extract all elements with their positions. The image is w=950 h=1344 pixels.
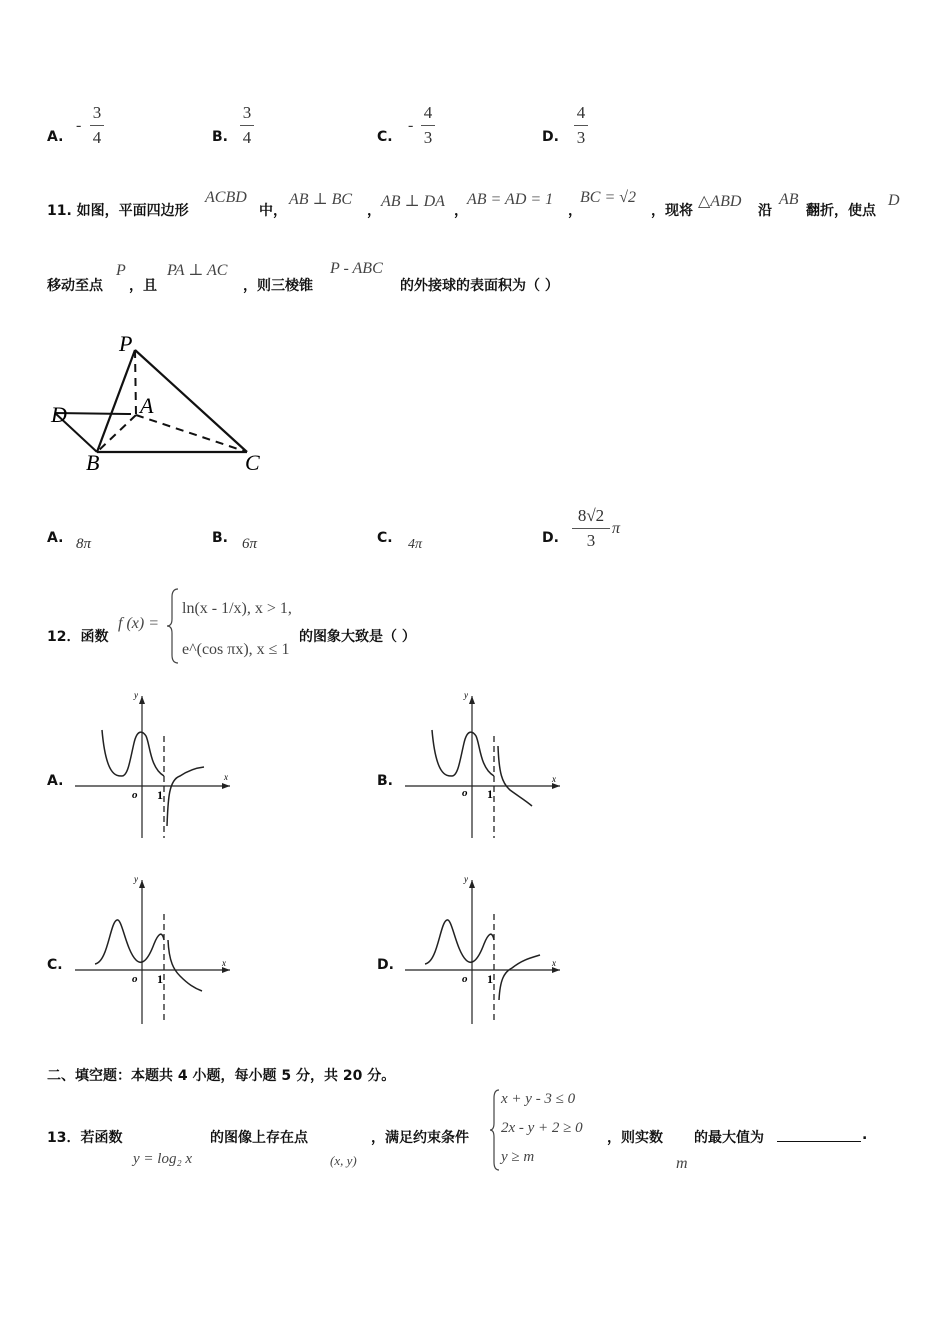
tick-one-label: 1 [157, 788, 163, 802]
q12-case-1: ln(x - 1/x), x > 1, [182, 600, 292, 617]
q10-option-d-fraction [574, 103, 588, 148]
q13-ineq-1: x + y - 3 ≤ 0 [501, 1091, 576, 1107]
edge-pb [97, 350, 135, 452]
q12-option-c-letter: C. [47, 957, 63, 973]
label-b: B [86, 450, 100, 475]
q11-yan: 沿 [758, 203, 772, 219]
q12-option-b-letter: B. [377, 773, 393, 789]
q10-option-d-letter: D. [542, 129, 559, 145]
q11-option-b-letter: B. [212, 530, 228, 546]
q11-option-c-letter: C. [377, 530, 393, 546]
q10-option-a-sign: - [76, 117, 82, 134]
curve-right [168, 940, 202, 991]
y-arrow [469, 880, 475, 888]
denominator: 4 [92, 128, 102, 147]
q12-prefix: 12．函数 [47, 629, 109, 645]
origin-label: o [462, 787, 468, 799]
q13-ineq-2: 2x - y + 2 ≥ 0 [501, 1120, 583, 1136]
numerator: 8√2 [577, 506, 605, 525]
label-a: A [140, 393, 154, 418]
q11-xianjiang: ，现将 [651, 203, 693, 219]
q10-option-b-letter: B. [212, 129, 228, 145]
x-label: x [224, 772, 228, 782]
q11-cond-3: AB = AD = 1 [467, 191, 554, 208]
q12-graph-b [400, 688, 570, 843]
q11-line2-d: 的外接球的表面积为（ ） [400, 278, 559, 294]
q11-line2-c: ，则三棱锥 [243, 278, 313, 294]
q11-option-a-value: 8π [76, 536, 92, 552]
curve-left [102, 730, 164, 776]
q11-option-d-fraction [572, 506, 610, 551]
x-arrow [222, 783, 230, 789]
q12-option-d-letter: D. [377, 957, 394, 973]
q12-suffix: 的图象大致是（ ） [299, 629, 416, 645]
y-arrow [469, 696, 475, 704]
denominator: 4 [242, 128, 252, 147]
q13-prefix: 13．若函数 [47, 1130, 123, 1146]
x-label: x [552, 774, 556, 784]
curve-left [432, 730, 494, 776]
q13-suffix: 的最大值为 [694, 1130, 764, 1146]
q10-option-b-fraction [240, 103, 254, 148]
q11-pyramid-figure [45, 325, 285, 480]
curve-right [498, 746, 532, 806]
q13-mid-3: ，则实数 [607, 1130, 663, 1146]
q11-option-a-letter: A. [47, 530, 64, 546]
q11-cond-2: AB ⊥ DA [381, 193, 445, 210]
q11-prefix: 11. 如图，平面四边形 [47, 203, 189, 219]
label-p: P [119, 331, 133, 356]
y-label: y [464, 874, 468, 884]
q11-cond-1: AB ⊥ BC [289, 191, 353, 208]
q13-mid-1: 的图像上存在点 [210, 1130, 308, 1146]
label-d: D [51, 402, 67, 427]
q10-option-a-letter: A. [47, 129, 64, 145]
q13-ineq-3: y ≥ m [501, 1149, 535, 1165]
q13-brace [489, 1088, 501, 1172]
numerator: 4 [576, 103, 586, 122]
q10-option-a-fraction [90, 103, 104, 148]
numerator: 3 [92, 103, 102, 122]
denominator: 3 [576, 128, 586, 147]
curve-right [167, 767, 204, 826]
q13-func: y = log₂ x [133, 1151, 193, 1167]
q12-graph-a [70, 688, 240, 843]
y-arrow [139, 696, 145, 704]
origin-label: o [132, 973, 138, 985]
y-label: y [134, 874, 138, 884]
denominator: 3 [423, 128, 433, 147]
q11-triangle: △ABD [698, 193, 742, 210]
q11-line2-a: 移动至点 [47, 278, 103, 294]
q10-option-c-sign: - [408, 117, 414, 134]
q11-option-c-value: 4π [408, 537, 423, 552]
q12-brace [166, 587, 180, 665]
q11-zhong: 中， [259, 203, 287, 219]
q11-option-d-tail: π [612, 520, 621, 537]
q13-point: (x, y) [330, 1153, 357, 1168]
tick-one-label: 1 [487, 787, 493, 801]
numerator: 3 [242, 103, 252, 122]
curve-left [95, 920, 164, 964]
numerator: 4 [423, 103, 433, 122]
q11-pyramid: P - ABC [330, 260, 383, 277]
section-2-heading: 二、填空题：本题共 4 小题，每小题 5 分，共 20 分。 [47, 1068, 396, 1084]
q12-graph-c [70, 872, 240, 1027]
q13-answer-blank[interactable] [777, 1141, 861, 1142]
curve-right [499, 955, 540, 1000]
q11-option-d-letter: D. [542, 530, 559, 546]
y-label: y [134, 690, 138, 700]
edge-pa [135, 350, 136, 415]
q11-point-p: P [116, 262, 126, 279]
q11-point-d: D [888, 192, 900, 209]
edge-ac [136, 415, 247, 452]
tick-one-label: 1 [487, 972, 493, 986]
q10-option-c-letter: C. [377, 129, 393, 145]
x-label: x [552, 958, 556, 968]
q12-fx: f (x) = [118, 615, 159, 632]
q11-fanzhe: 翻折，使点 [806, 203, 876, 219]
q13-mid-2: ，满足约束条件 [371, 1130, 469, 1146]
q11-edge: AB [779, 191, 799, 208]
q11-option-b-value: 6π [242, 536, 258, 552]
q13-end: . [862, 1127, 868, 1143]
tick-one-label: 1 [157, 972, 163, 986]
q12-case-2: e^(cos πx), x ≤ 1 [182, 641, 290, 658]
origin-label: o [132, 789, 138, 801]
x-label: x [222, 958, 226, 968]
label-c: C [245, 450, 260, 475]
q11-line2-b: ，且 [129, 278, 157, 294]
q11-quad: ACBD [205, 189, 247, 206]
q13-var: m [676, 1155, 688, 1172]
y-label: y [464, 690, 468, 700]
origin-label: o [462, 973, 468, 985]
q11-cond-4: BC = √2 [580, 189, 637, 206]
q10-option-c-fraction [421, 103, 435, 148]
curve-left [425, 920, 494, 964]
q12-graph-d [400, 872, 570, 1027]
q11-cond-5: PA ⊥ AC [167, 262, 228, 279]
y-arrow [139, 880, 145, 888]
denominator: 3 [586, 531, 596, 550]
q12-option-a-letter: A. [47, 773, 64, 789]
